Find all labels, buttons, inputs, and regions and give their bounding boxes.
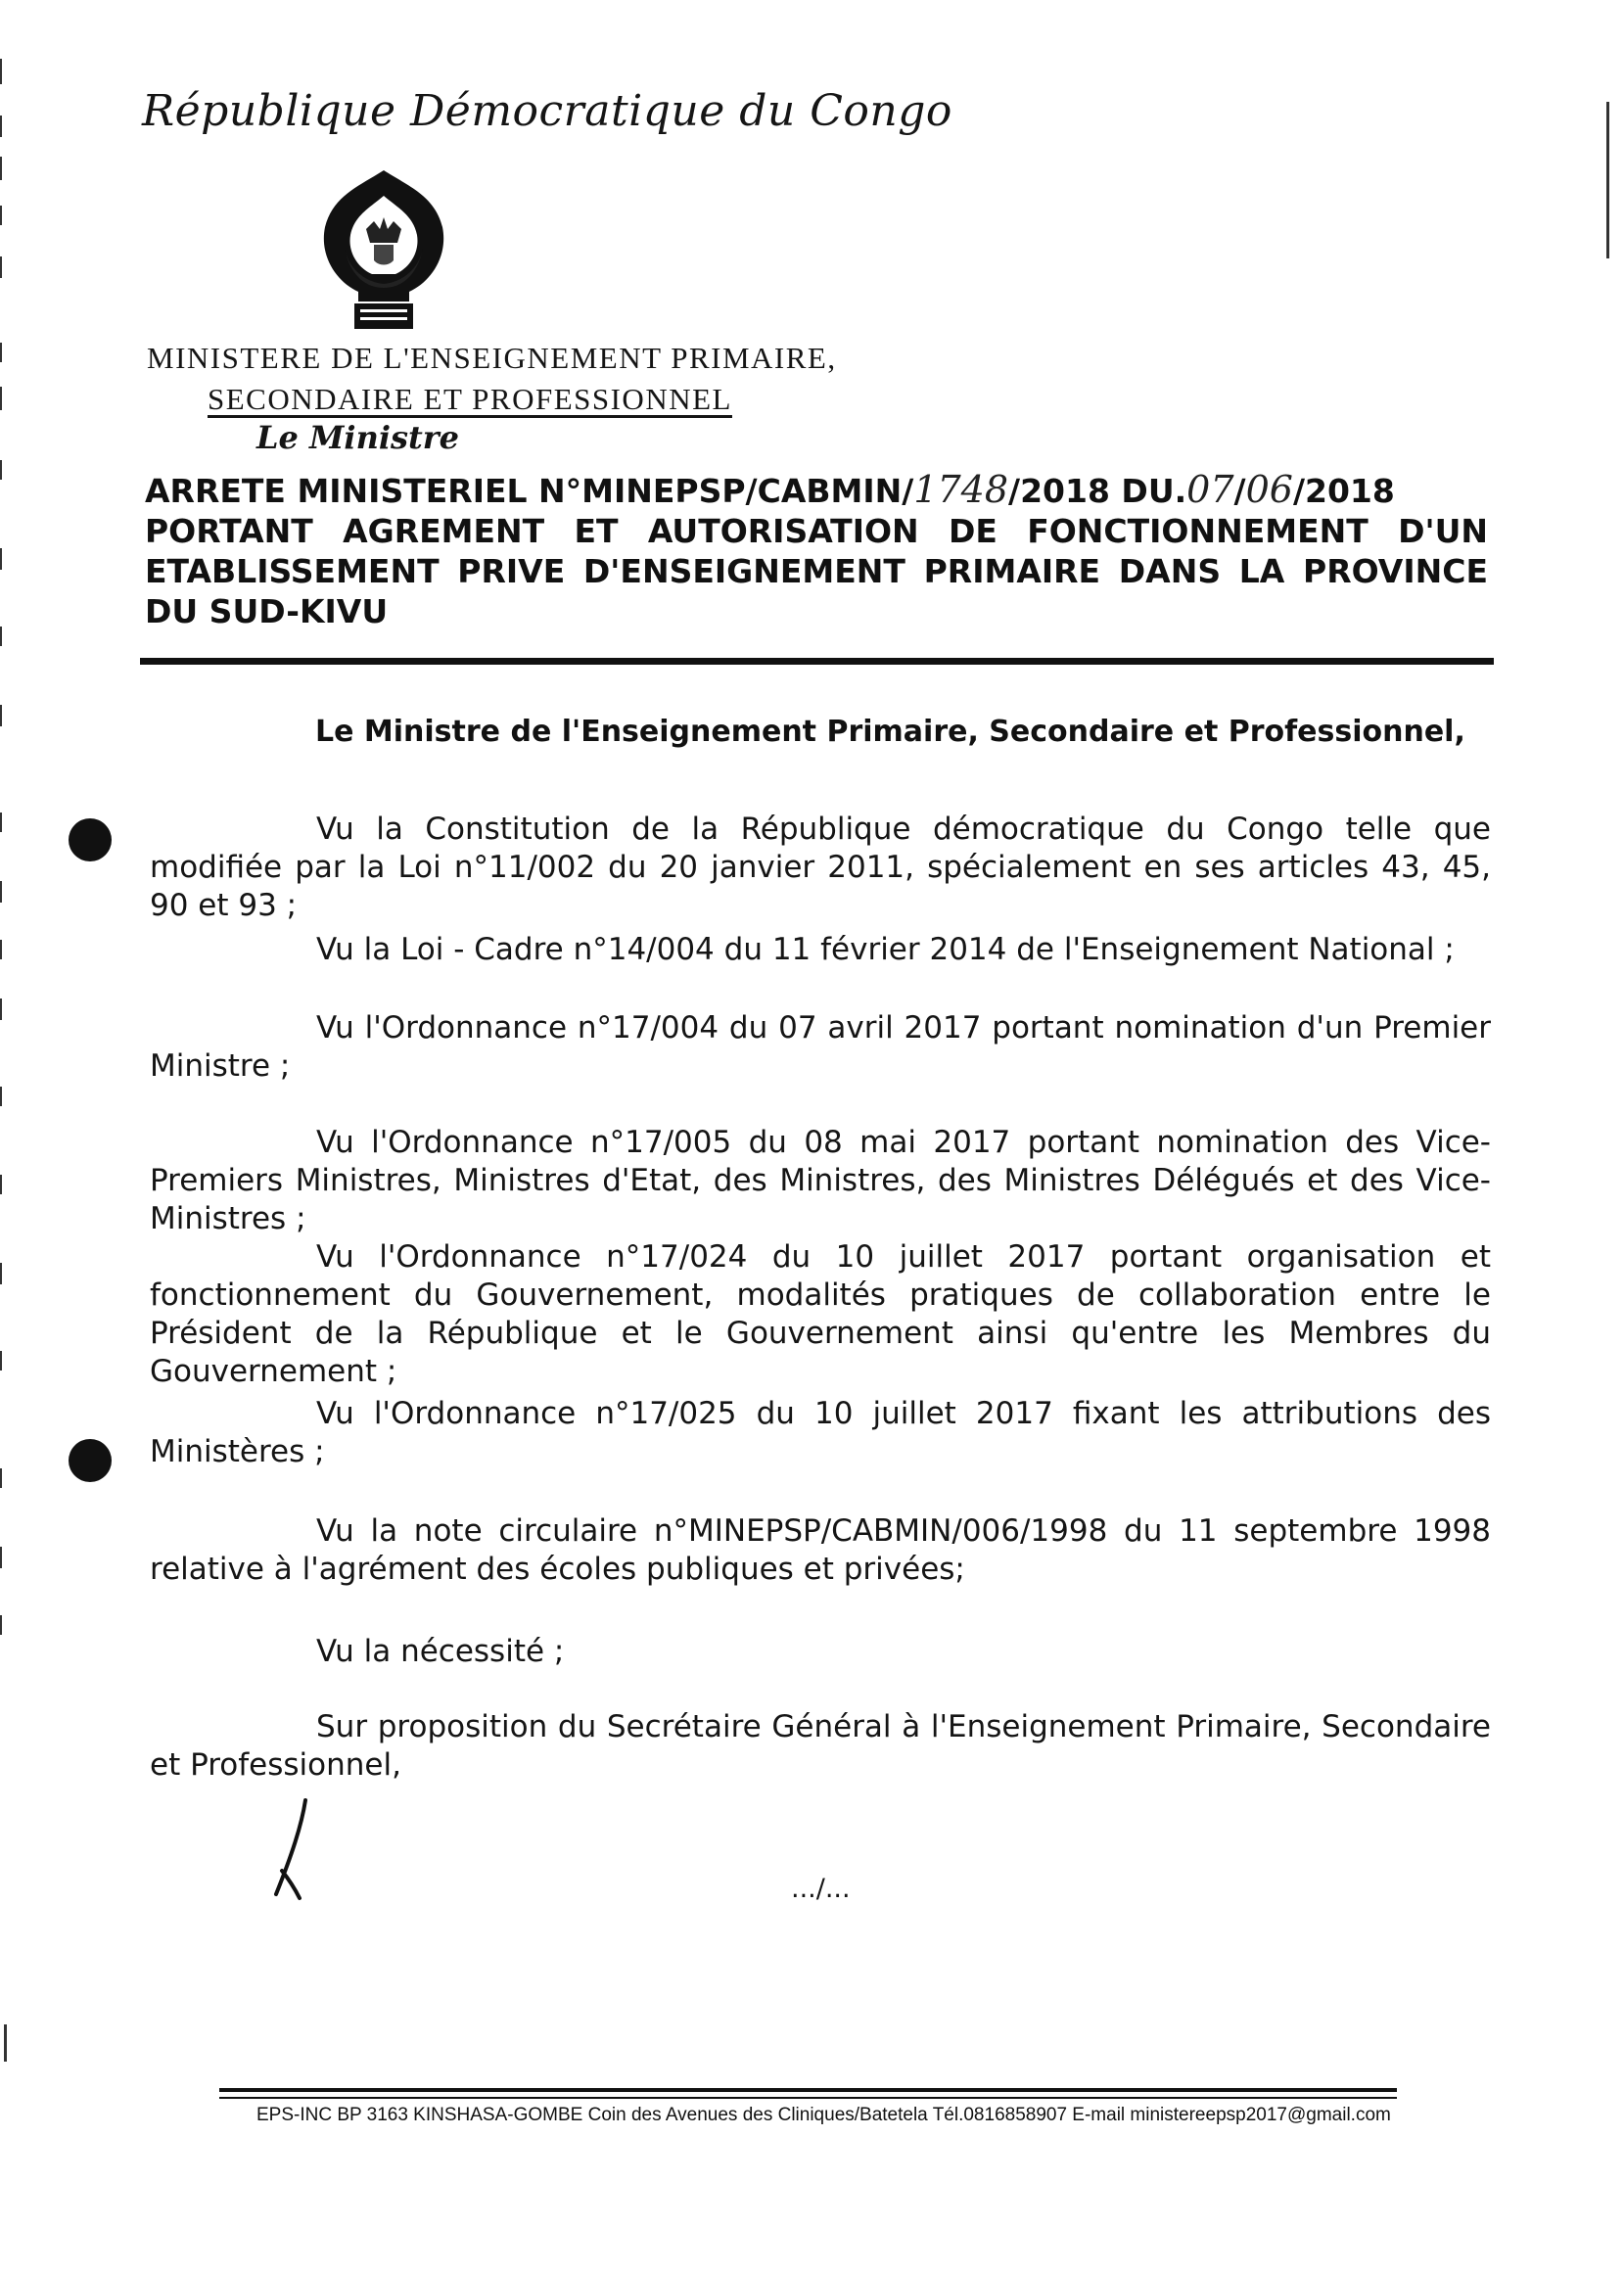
republic-title: République Démocratique du Congo [142,86,952,136]
scan-edge-marks [0,0,8,2276]
preamble-paragraph: Vu la Loi - Cadre n°14/004 du 11 février 2014 de l'Enseignement National ; [316,932,1455,967]
scan-edge-mark-right [1606,102,1609,258]
footer-address: EPS-INC BP 3163 KINSHASA-GOMBE Coin des Avenues des Cliniques/Batetela Tél.0816858907 E-mail ministereepsp2017@gmail.com [256,2105,1391,2125]
footer-rule-thin [219,2097,1397,2099]
decree-subject: PORTANT AGREMENT ET AUTORISATION DE FONCTIONNEMENT D'UN ETABLISSEMENT PRIVE D'ENSEIGNEMENT PRIMAIRE DANS LA PROVINCE DU SUD-KIVU [145,512,1488,630]
decree-reference [145,470,1488,511]
preamble-paragraph: Vu la note circulaire n°MINEPSP/CABMIN/006/1998 du 11 septembre 1998 relative à l'agrément des écoles publiques et privées; [150,1513,1491,1587]
preamble-paragraph: Vu l'Ordonnance n°17/024 du 10 juillet 2017 portant organisation et fonctionnement du Gouvernement, modalités pratiques de collaboration entre le Président de la République et le Gouvernement ainsi qu'entre les Membres du Gouvernement ; [150,1239,1491,1389]
footer-rule-thick [219,2088,1397,2092]
preamble-paragraph: Vu l'Ordonnance n°17/025 du 10 juillet 2017 fixant les attributions des Ministères ; [150,1396,1491,1469]
decree-ref-sep: / [1233,472,1246,510]
preamble-paragraph: Vu l'Ordonnance n°17/004 du 07 avril 2017 portant nomination d'un Premier Ministre ; [150,1010,1491,1084]
ministry-line-2: SECONDAIRE ET PROFESSIONNEL [208,382,732,416]
handwritten-initial-mark [262,1796,331,1904]
decree-ref-number-handwritten: 1748 [913,468,1009,511]
decree-title-block [145,470,1488,631]
decree-ref-prefix: ARRETE MINISTERIEL N°MINEPSP/CABMIN/ [145,472,914,510]
coat-of-arms-icon [315,166,452,333]
decree-ref-month-handwritten: 06 [1245,468,1293,511]
scan-edge-mark-bottom [4,2024,7,2062]
preamble-paragraph: Vu la Constitution de la République démocratique du Congo telle que modifiée par la Loi n°11/002 du 20 janvier 2011, spécialement en ses articles 43, 45, 90 et 93 ; [150,812,1491,923]
ministry-line-1: MINISTERE DE L'ENSEIGNEMENT PRIMAIRE, [147,341,837,375]
minister-title: Le Ministre [256,419,460,456]
ministry-name [147,338,837,420]
preamble-paragraph: Vu la nécessité ; [316,1634,565,1669]
continuation-mark: .../... [791,1874,851,1904]
body-heading: Le Ministre de l'Enseignement Primaire, Secondaire et Professionnel, [315,715,1465,749]
punch-hole-mark [69,1439,112,1482]
preamble-paragraph: Vu l'Ordonnance n°17/005 du 08 mai 2017 portant nomination des Vice-Premiers Ministres, Ministres d'Etat, des Ministres, des Ministres Délégués et des Vice-Ministres ; [150,1125,1491,1236]
decree-ref-day-handwritten: 07 [1186,468,1234,511]
decree-ref-suffix: /2018 [1292,472,1395,510]
punch-hole-mark [69,818,112,861]
preamble-paragraph: Sur proposition du Secrétaire Général à l'Enseignement Primaire, Secondaire et Professionnel, [150,1709,1491,1783]
title-divider-rule [140,658,1494,665]
decree-ref-middle: /2018 DU. [1008,472,1187,510]
